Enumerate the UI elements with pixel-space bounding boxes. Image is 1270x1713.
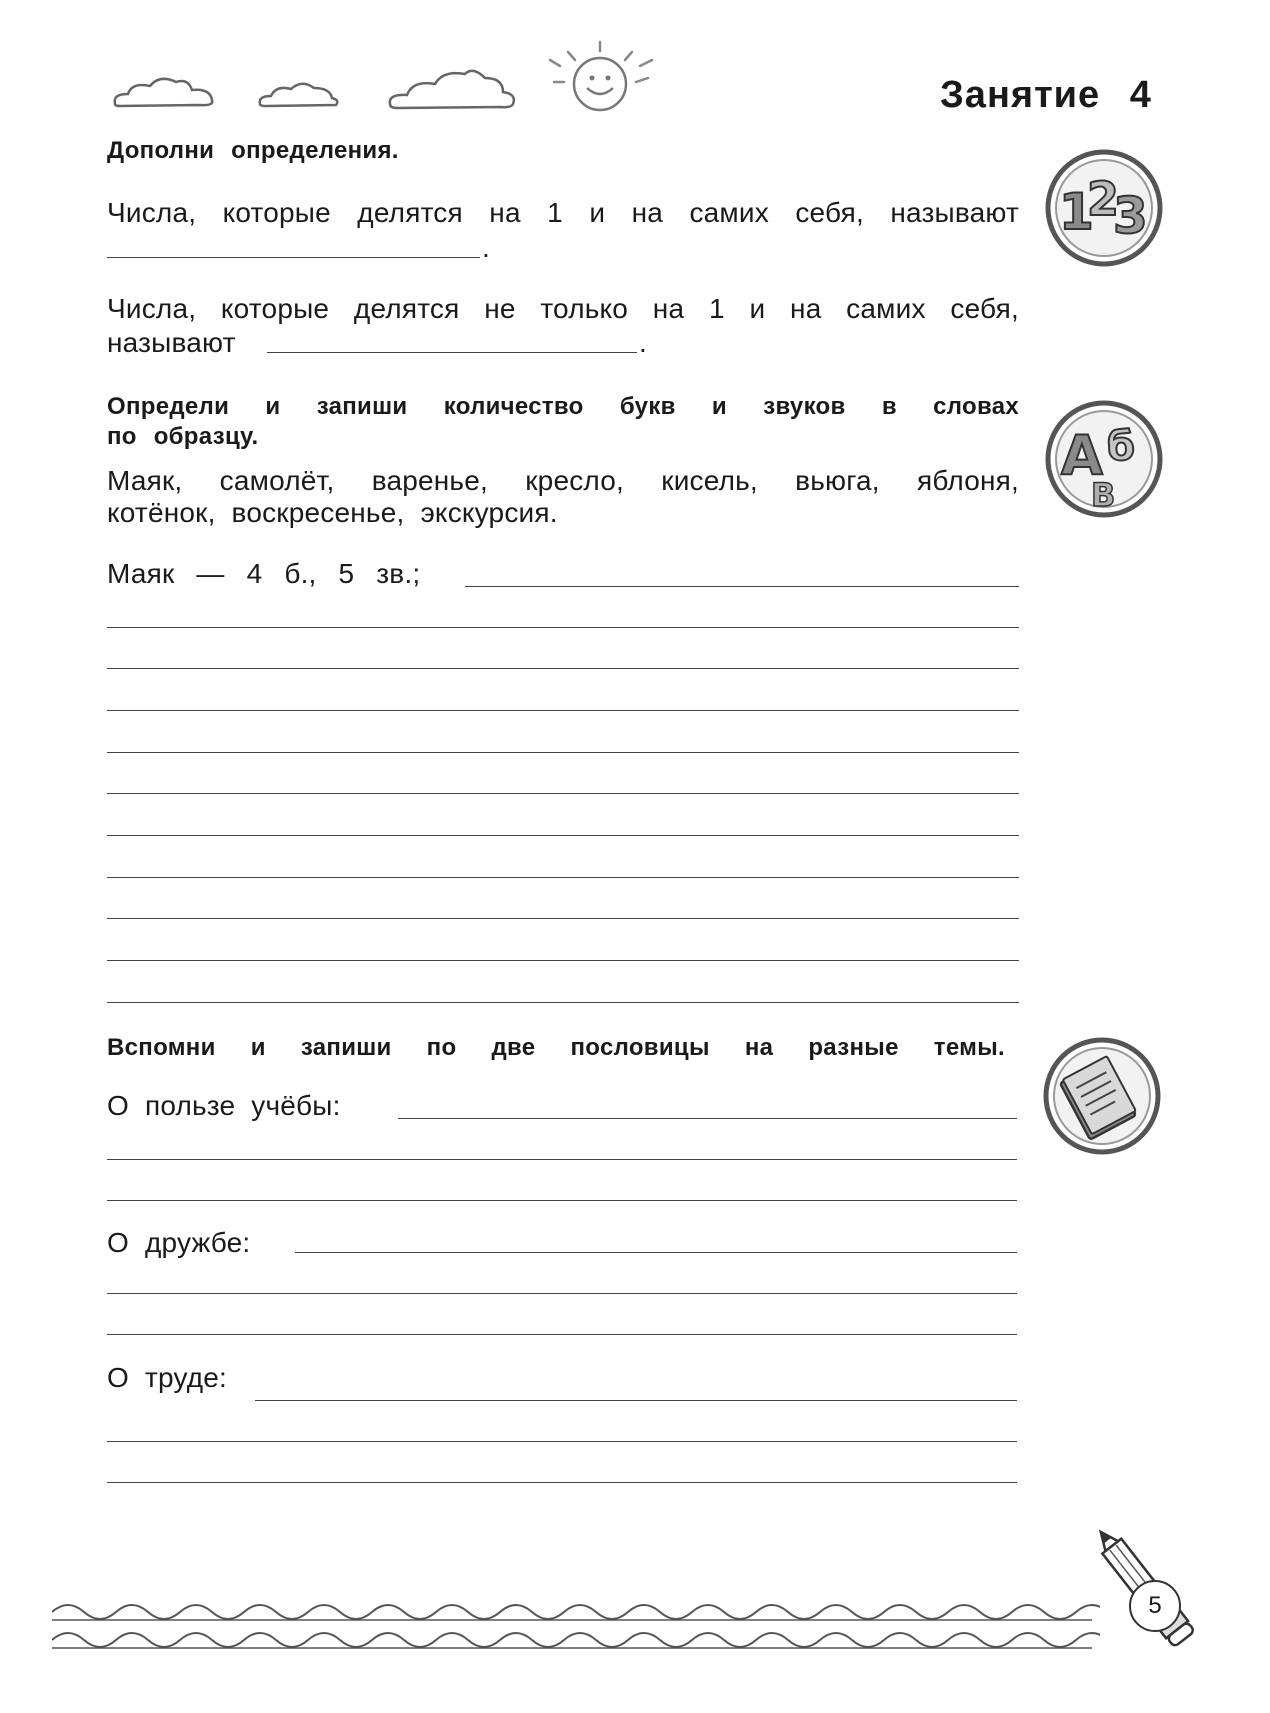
task1-sentence1-end: . [482,232,490,263]
task2-writing-line[interactable] [107,960,1019,961]
task1-sentence2-end: . [639,327,647,358]
task3-instruction: Вспомни и запиши по две пословицы на разные темы. [107,1034,1005,1061]
sun-icon [540,38,660,123]
task3-answer-line[interactable] [107,1159,1017,1160]
task2-instruction-line2: по образцу. [107,423,259,450]
svg-text:B: B [1091,476,1116,514]
task2-instruction-line1: Определи и запиши количество букв и звуков в словах [107,393,1019,420]
svg-text:A: A [1061,424,1103,487]
task2-writing-line[interactable] [107,793,1019,794]
notebook-icon [1041,1035,1163,1157]
task2-writing-line[interactable] [107,627,1019,628]
task3-answer-line[interactable] [107,1200,1017,1201]
svg-text:б: б [1107,424,1135,470]
task2-writing-line[interactable] [107,710,1019,711]
numbers-123-icon [1043,147,1165,269]
task2-writing-line[interactable] [107,835,1019,836]
task1-sentence1: Числа, которые делятся на 1 и на самих себя, называют [107,197,1019,228]
wave-border [52,1590,1100,1660]
task2-writing-line[interactable] [107,877,1019,878]
task1-sentence2-line1: Числа, которые делятся не только на 1 и на самих себя, [107,293,1019,324]
task2-example: Маяк — 4 б., 5 зв.; [107,558,421,589]
task1-sentence2-line2: называют [107,327,236,358]
task3-topic-study: О пользе учёбы: [107,1090,341,1121]
lesson-title: Занятие 4 [940,74,1152,116]
task2-writing-line[interactable] [107,668,1019,669]
cloud-icon [385,64,520,112]
task1-instruction: Дополни определения. [107,137,399,164]
task3-answer-line[interactable] [107,1441,1017,1442]
task3-answer-line[interactable] [295,1252,1017,1253]
task1-answer-line1[interactable] [107,257,480,258]
task1-answer-line2[interactable] [267,352,637,353]
page-number: 5 [1148,1592,1162,1619]
task3-answer-line[interactable] [398,1118,1017,1119]
task2-words-line1: Маяк, самолёт, варенье, кресло, кисель, вьюга, яблоня, [107,465,1019,496]
task3-topic-friendship: О дружбе: [107,1227,251,1258]
task3-answer-line[interactable] [107,1293,1017,1294]
page-number-circle [1129,1580,1181,1632]
task2-words-line2: котёнок, воскресенье, экскурсия. [107,497,558,528]
task2-answer-line[interactable] [465,586,1019,587]
task3-answer-line[interactable] [255,1400,1017,1401]
letters-abv-icon [1043,398,1165,520]
task2-writing-line[interactable] [107,752,1019,753]
task3-answer-line[interactable] [107,1334,1017,1335]
cloud-icon [256,76,341,110]
task3-answer-line[interactable] [107,1482,1017,1483]
svg-text:2: 2 [1087,172,1120,226]
svg-text:3: 3 [1113,187,1148,245]
task2-writing-line[interactable] [107,918,1019,919]
svg-text:1: 1 [1059,183,1094,241]
task3-topic-work: О труде: [107,1362,228,1393]
cloud-icon [110,70,220,110]
task2-writing-line[interactable] [107,1002,1019,1003]
